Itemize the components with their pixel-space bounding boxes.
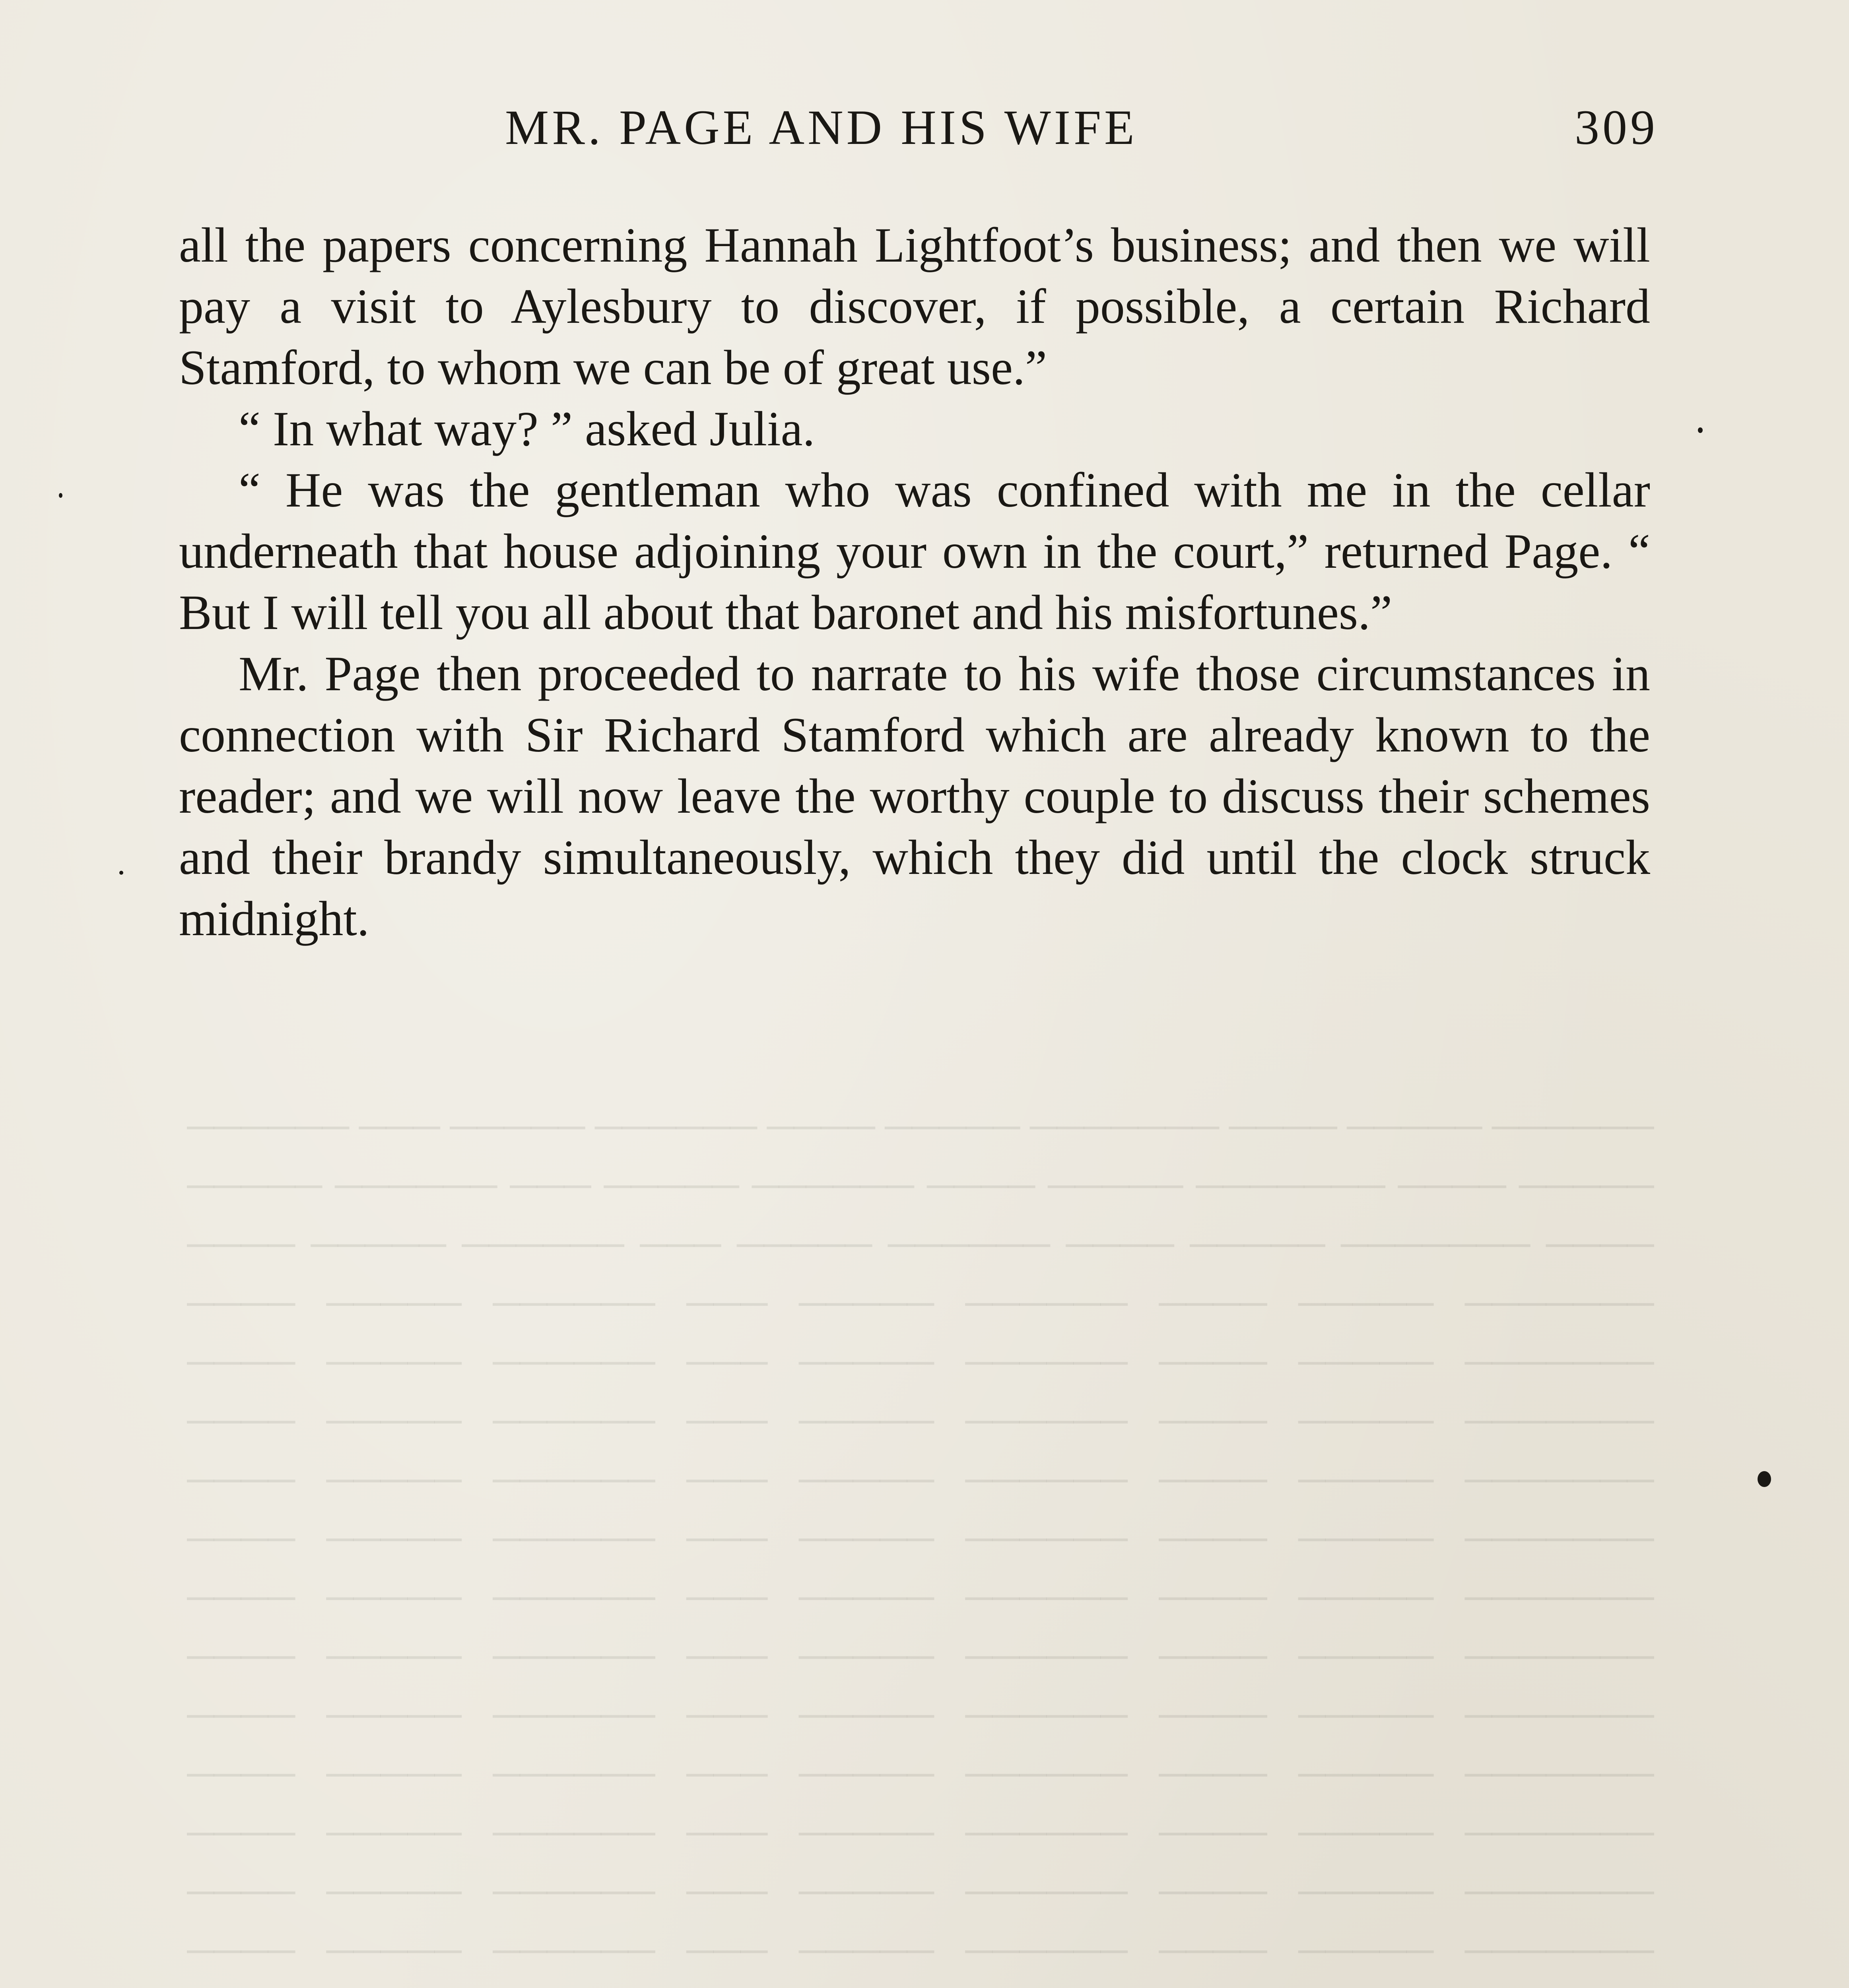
paragraph: “ In what way? ” asked Julia. xyxy=(239,402,815,456)
ink-speck xyxy=(1698,427,1703,433)
ink-speck xyxy=(1758,1471,1771,1487)
show-through-texture: ────── ───── ──── ─────── ───── ──── ────── ───── ─── ────── ───── ──── ─────── ───── ──── ────── ───── ─── ────── ───── ──── ─────── ───── ──── ────── ───── ─── ────── ───── ──── ─────── ───── ──── ────── ───── ─── ────── ───── ──── ─────── ───── ──── ────── ───── ─── ────── ───── ──── ─────── ───── ──── ────── ───── ─── ────── ───── ──── ─────── ───── ──── ────── ───── ─── ────── ───── ──── ─────── ───── ──── ────── ───── ─── ────── ───── ──── ─────── ───── ──── ────── ───── ─── ────── ───── ──── ─────── ───── ──── ────── ───── ─── ────── ───── ──── ─────── ───── ──── ────── ───── ─── ────── ───── ──── ─────── ───── ──── ────── ───── ─── ────── ───── ──── ─────── ───── ──── ────── ───── ─── ────── ───── ──── ─────── ───── ──── ────── ───── ─── ────── ───── ──── ─────── ───── ──── ────── ───── ─── ────── ───── ──── xyxy=(187,1105,1654,1972)
page-number: 309 xyxy=(1575,100,1658,155)
paragraph: “ He was the gentleman who was confined with me in the cellar underneath that house adjoining your own in the court,” returned Page. “ But I will tell you all about that baronet and his misfortunes.” xyxy=(179,463,1650,640)
paragraph: all the papers concerning Hannah Lightfoot’s business; and then we will pay a visit to Aylesbury to discover, if possible, a certain Richard Stamford, to whom we can be of great use.” xyxy=(179,218,1650,395)
paragraph: Mr. Page then proceeded to narrate to his wife those circumstances in connection with Sir Richard Stamford which are already known to the reader; and we will now leave the worthy couple to discuss their schemes and their brandy simultaneously, which they did until the clock struck midnight. xyxy=(179,646,1650,946)
body-text xyxy=(179,215,1650,949)
ink-speck xyxy=(119,871,123,875)
ink-speck xyxy=(59,493,62,498)
running-head: MR. PAGE AND HIS WIFE xyxy=(505,100,1138,155)
page-header xyxy=(505,99,1658,167)
